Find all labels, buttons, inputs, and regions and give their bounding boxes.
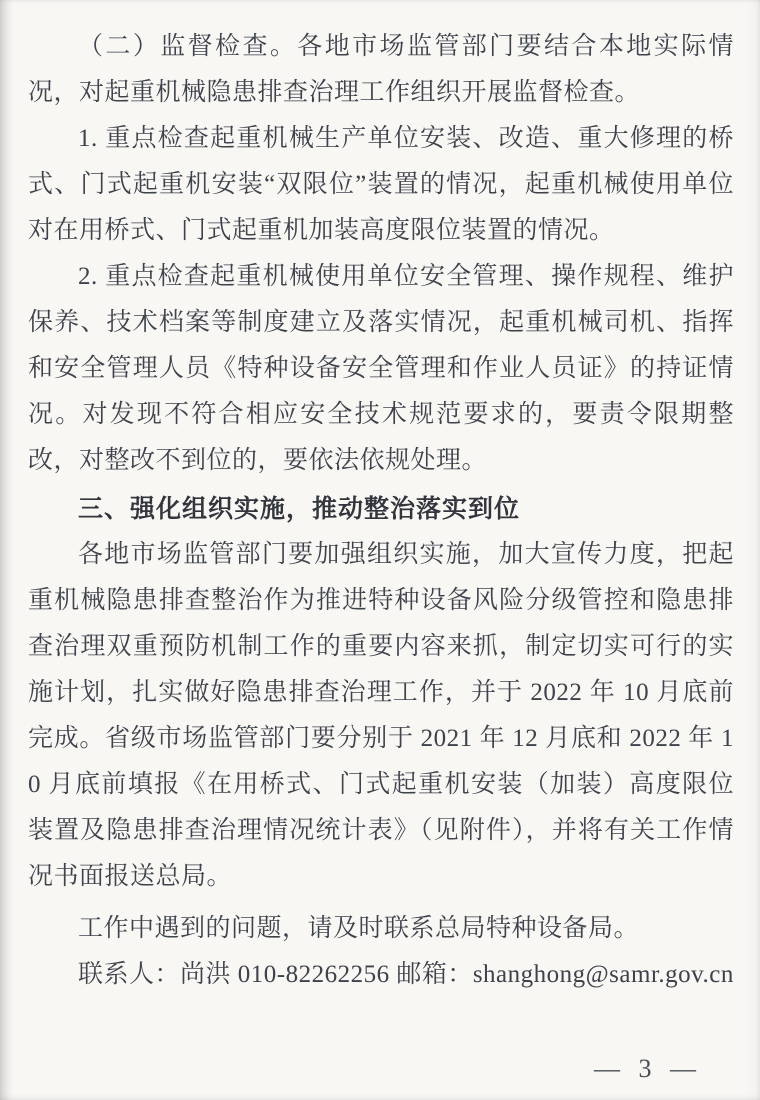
document-body bbox=[28, 24, 734, 998]
paragraph-key-check-item-2: 2. 重点检查起重机械使用单位安全管理、操作规程、维护保养、技术档案等制度建立及落实情况，起重机械司机、指挥和安全管理人员《特种设备安全管理和作业人员证》的持证情况。对发现不符合相应安全技术规范要求的，要责令限期整改，对整改不到位的，要依法依规处理。 bbox=[28, 263, 734, 474]
section-heading-three: 三、强化组织实施，推动整治落实到位 bbox=[78, 495, 521, 523]
paragraph-contact-note: 工作中遇到的问题，请及时联系总局特种设备局。 bbox=[78, 915, 640, 942]
contact-line: 联系人：尚洪 010-82262256 邮箱：shanghong@samr.gov.cn bbox=[78, 961, 734, 988]
paragraph-key-check-item-1: 1. 重点检查起重机械生产单位安装、改造、重大修理的桥式、门式起重机安装“双限位”装置的情况，起重机械使用单位对在用桥式、门式起重机加装高度限位装置的情况。 bbox=[28, 125, 734, 244]
page-number: — 3 — bbox=[594, 1054, 702, 1083]
paragraph-implementation: 各地市场监管部门要加强组织实施，加大宣传力度，把起重机械隐患排查整治作为推进特种设备风险分级管控和隐患排查治理双重预防机制工作的重要内容来抓，制定切实可行的实施计划，扎实做好隐患排查治理工作，并于 2022 年 10 月底前完成。省级市场监管部门要分别于 2021 年 12 月底和 2022 年 10 月底前填报《在用桥式、门式起重机安装（加装）高度限位装置及隐患排查治理情况统计表》（见附件），并将有关工作情况书面报送总局。 bbox=[28, 541, 734, 890]
paragraph-supervision-inspection: （二）监督检查。各地市场监管部门要结合本地实际情况，对起重机械隐患排查治理工作组织开展监督检查。 bbox=[28, 33, 734, 106]
